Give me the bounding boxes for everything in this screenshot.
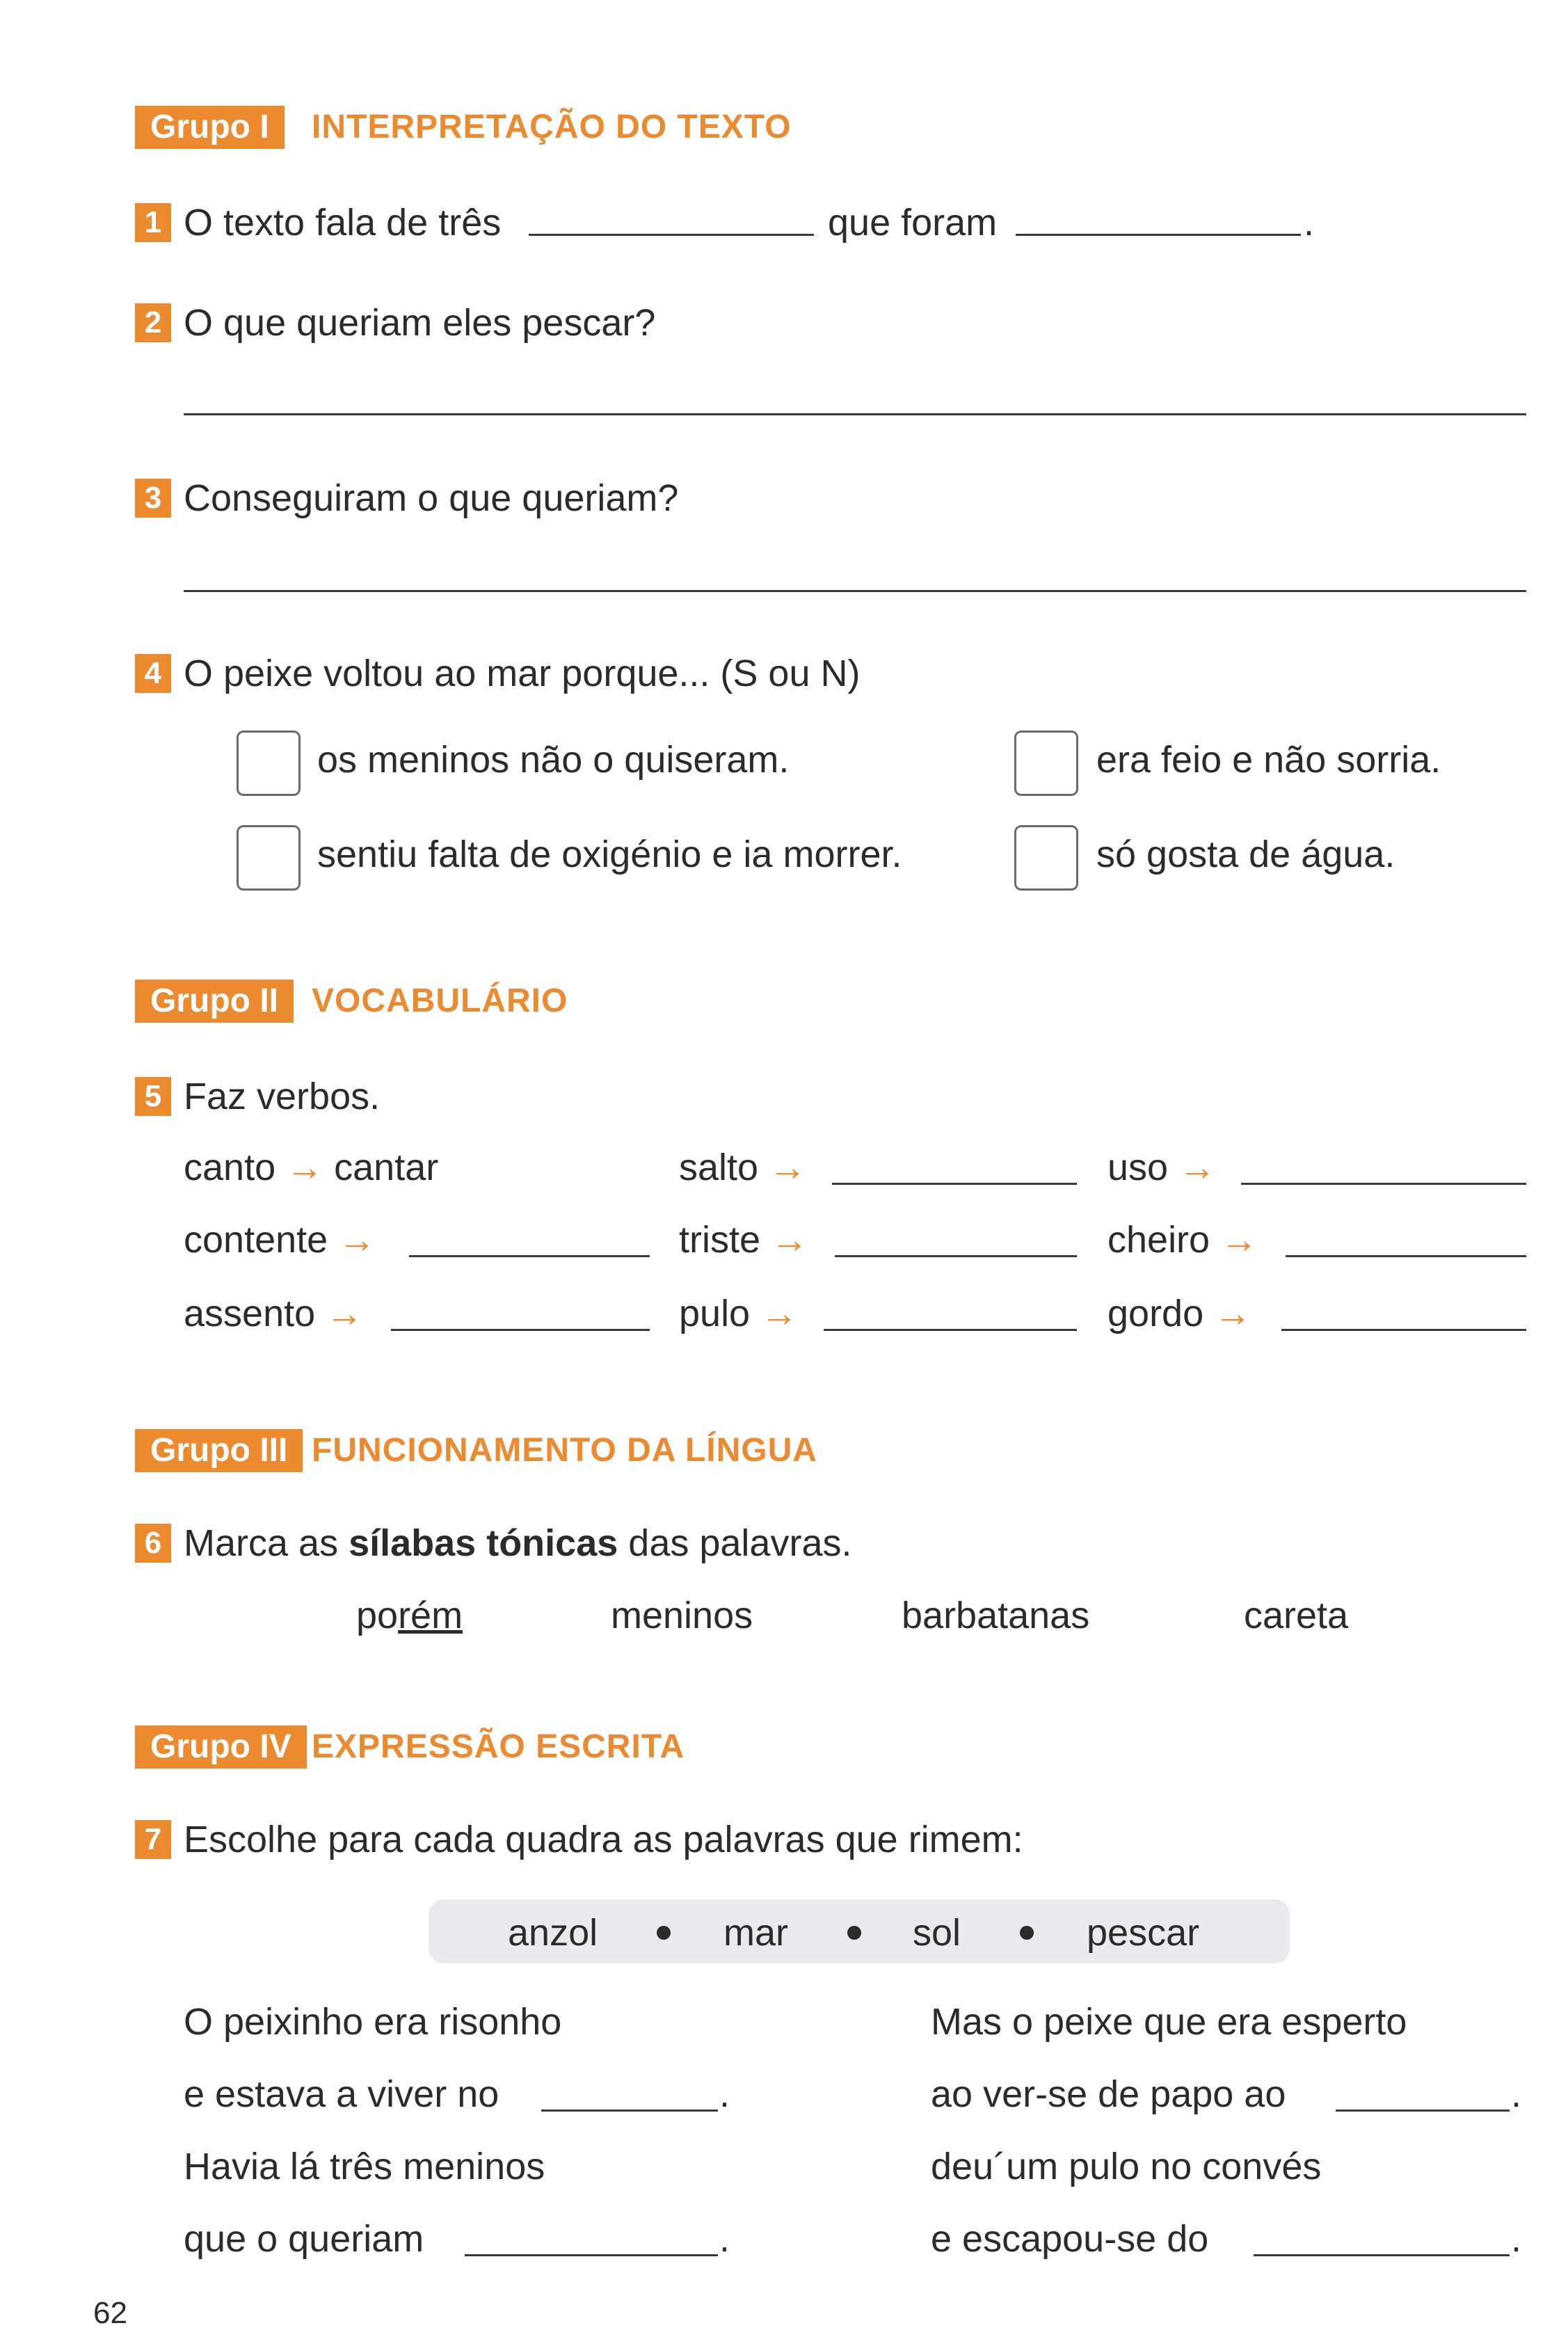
word-bank-word: anzol: [508, 1912, 598, 1954]
rhyme-answer-line[interactable]: [465, 2254, 718, 2256]
syllable-word-start: po: [356, 1595, 399, 1636]
bullet-icon: [847, 1926, 861, 1940]
arrow-icon: →: [769, 1147, 807, 1188]
verb-word: cheiro: [1107, 1219, 1210, 1261]
checkbox-option-3[interactable]: [237, 825, 301, 891]
verb-example-word: canto: [184, 1147, 276, 1188]
option-4-label: só gosta de água.: [1096, 833, 1395, 875]
verb-answer-line[interactable]: [391, 1329, 650, 1331]
question-6-text-post: das palavras.: [628, 1522, 852, 1564]
question-3-text: Conseguiram o que queriam?: [184, 477, 679, 519]
group-2-title: VOCABULÁRIO: [312, 982, 568, 1019]
question-3-number: 3: [135, 479, 171, 518]
syllable-word[interactable]: barbatanas: [902, 1595, 1090, 1636]
checkbox-option-2[interactable]: [1014, 731, 1078, 796]
poem-right-line-4: e escapou-se do: [931, 2218, 1209, 2260]
word-bank-word: sol: [913, 1912, 961, 1954]
question-4-number: 4: [135, 654, 171, 693]
verb-item: [184, 1218, 376, 1262]
group-3-badge: Grupo III: [135, 1429, 303, 1472]
verb-word: uso: [1107, 1147, 1169, 1188]
option-1-label: os meninos não o quiseram.: [317, 739, 790, 781]
verb-example-answer: cantar: [334, 1147, 439, 1188]
checkbox-option-4[interactable]: [1014, 825, 1078, 891]
poem-right-line-3: deu´um pulo no convés: [931, 2146, 1322, 2187]
question-6-number: 6: [135, 1524, 171, 1563]
verb-answer-line[interactable]: [832, 1183, 1077, 1185]
bullet-icon: [1020, 1926, 1034, 1940]
verb-answer-line[interactable]: [824, 1329, 1077, 1331]
verb-answer-line[interactable]: [1281, 1329, 1526, 1331]
line-end-dot: .: [719, 2073, 730, 2115]
question-1-answer-line-1[interactable]: [529, 234, 814, 236]
verb-item: [679, 1218, 808, 1262]
question-7-text: Escolhe para cada quadra as palavras que rimem:: [184, 1819, 1023, 1860]
checkbox-option-1[interactable]: [237, 731, 301, 796]
question-6-text: [184, 1521, 851, 1565]
question-2-text: O que queriam eles pescar?: [184, 302, 656, 344]
syllable-word[interactable]: [356, 1593, 463, 1638]
word-bank-word: mar: [723, 1912, 788, 1954]
verb-word: salto: [679, 1147, 759, 1188]
group-1-badge: Grupo I: [135, 106, 285, 149]
word-bank-word: pescar: [1087, 1912, 1200, 1954]
verb-item: [679, 1291, 798, 1336]
arrow-icon: →: [338, 1219, 376, 1261]
verb-word: gordo: [1107, 1293, 1204, 1334]
bullet-icon: [657, 1926, 671, 1940]
question-1-answer-line-2[interactable]: [1016, 234, 1301, 236]
question-1-text-part2: que foram: [828, 202, 998, 244]
question-6-text-bold: sílabas tónicas: [349, 1522, 618, 1564]
arrow-icon: →: [1214, 1293, 1252, 1334]
verb-item: [679, 1145, 806, 1190]
verb-item: [1107, 1218, 1258, 1262]
syllable-word[interactable]: meninos: [611, 1595, 753, 1636]
line-end-dot: .: [1511, 2218, 1522, 2260]
question-6-text-pre: Marca as: [184, 1522, 339, 1564]
question-5-text: Faz verbos.: [184, 1076, 381, 1117]
verb-word: contente: [184, 1219, 328, 1261]
question-7-number: 7: [135, 1820, 171, 1859]
poem-right-line-2: ao ver-se de papo ao: [931, 2073, 1286, 2115]
group-4-title: EXPRESSÃO ESCRITA: [312, 1728, 685, 1765]
verb-answer-line[interactable]: [409, 1255, 650, 1257]
line-end-dot: .: [719, 2218, 730, 2260]
arrow-icon: →: [1220, 1219, 1258, 1261]
arrow-icon: →: [760, 1293, 799, 1334]
question-4-text: O peixe voltou ao mar porque... (S ou N): [184, 653, 861, 694]
line-end-dot: .: [1511, 2073, 1522, 2115]
group-3-title: FUNCIONAMENTO DA LÍNGUA: [312, 1432, 817, 1469]
verb-answer-line[interactable]: [835, 1255, 1077, 1257]
verb-answer-line[interactable]: [1241, 1183, 1526, 1185]
question-2-number: 2: [135, 303, 171, 342]
question-2-answer-line[interactable]: [184, 413, 1526, 415]
option-3-label: sentiu falta de oxigénio e ia morrer.: [317, 833, 902, 875]
question-1-number: 1: [135, 203, 171, 242]
question-3-answer-line[interactable]: [184, 590, 1526, 592]
poem-left-line-2: e estava a viver no: [184, 2073, 499, 2115]
poem-right-line-1: Mas o peixe que era esperto: [931, 2001, 1407, 2043]
verb-answer-line[interactable]: [1286, 1255, 1526, 1257]
rhyme-answer-line[interactable]: [1254, 2254, 1510, 2256]
question-1-end: .: [1304, 202, 1315, 244]
question-5-number: 5: [135, 1077, 171, 1116]
group-1-title: INTERPRETAÇÃO DO TEXTO: [312, 109, 792, 145]
verb-item: [1107, 1291, 1251, 1336]
verb-item: [184, 1291, 363, 1336]
stressed-syllable: rém: [398, 1595, 463, 1636]
verb-word: assento: [184, 1293, 316, 1334]
question-1-text-part1: O texto fala de três: [184, 202, 502, 244]
arrow-icon: →: [286, 1147, 324, 1188]
arrow-icon: →: [1178, 1147, 1217, 1188]
arrow-icon: →: [771, 1219, 809, 1261]
group-4-badge: Grupo IV: [135, 1725, 307, 1769]
poem-left-line-3: Havia lá três meninos: [184, 2146, 545, 2187]
verb-word: triste: [679, 1219, 761, 1261]
syllable-word[interactable]: careta: [1244, 1595, 1349, 1636]
verb-example: [184, 1145, 438, 1190]
option-2-label: era feio e não sorria.: [1096, 739, 1441, 781]
poem-left-line-1: O peixinho era risonho: [184, 2001, 562, 2043]
verb-word: pulo: [679, 1293, 751, 1334]
group-2-badge: Grupo II: [135, 980, 294, 1023]
arrow-icon: →: [326, 1293, 364, 1334]
page-number: 62: [93, 2296, 127, 2330]
rhyme-answer-line[interactable]: [1336, 2109, 1510, 2112]
verb-item: [1107, 1145, 1216, 1190]
rhyme-answer-line[interactable]: [541, 2109, 718, 2112]
poem-left-line-4: que o queriam: [184, 2218, 424, 2260]
